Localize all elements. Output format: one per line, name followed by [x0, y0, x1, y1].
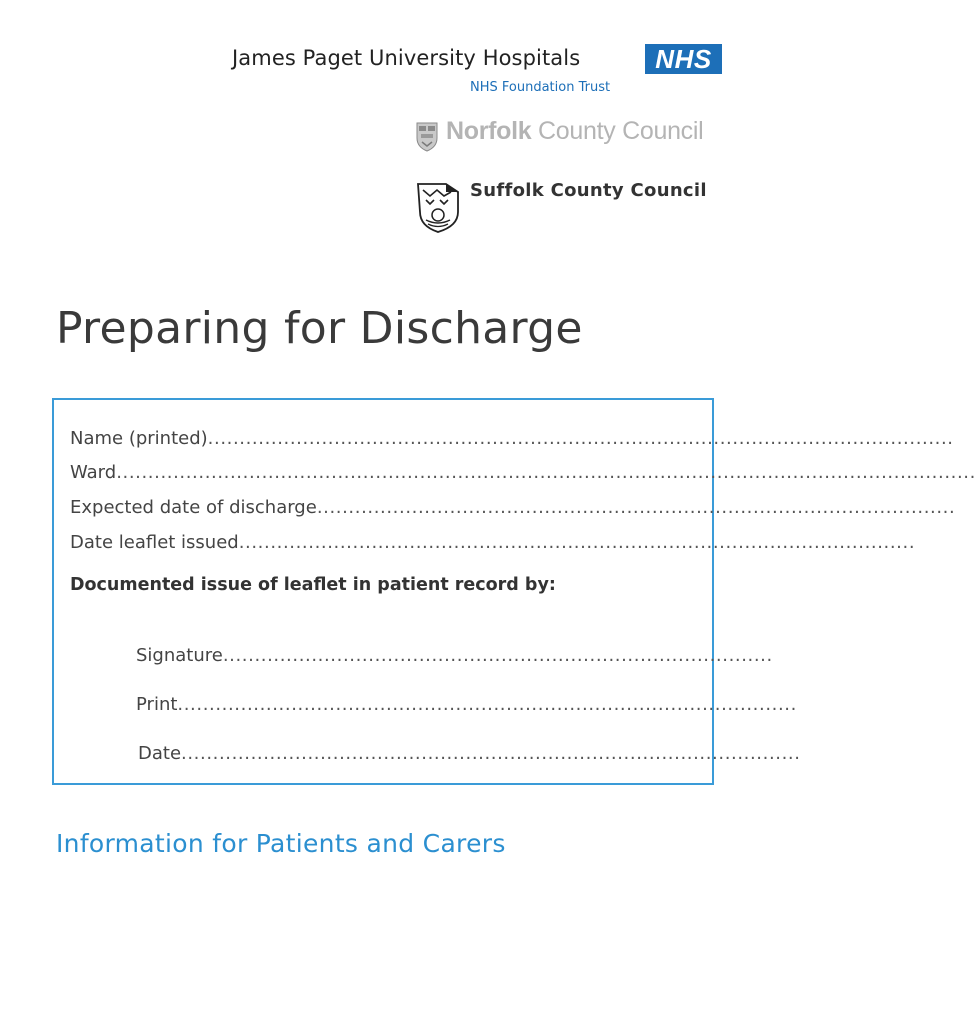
- date-row: [138, 743, 801, 764]
- date-label: Date: [138, 743, 182, 764]
- nhs-logo-text: NHS: [655, 44, 712, 74]
- norfolk-council-rest: County Council: [531, 117, 704, 145]
- ward-field-row: [70, 462, 976, 483]
- ward-field-label: Ward: [70, 462, 117, 483]
- print-row: [136, 694, 797, 715]
- print-line[interactable]: ..................................................................................................: [177, 694, 797, 715]
- form-box: [52, 398, 976, 785]
- nhs-logo: [645, 44, 722, 74]
- trust-name: James Paget University Hospitals: [232, 46, 581, 70]
- ward-field-line[interactable]: ........................................................................................................................................: [116, 462, 976, 483]
- name-field-label: Name (printed): [70, 428, 208, 449]
- signature-row: [136, 645, 773, 666]
- expected-discharge-line[interactable]: .....................................................................................................: [316, 497, 956, 518]
- norfolk-council-bold: Norfolk: [446, 117, 532, 145]
- expected-discharge-label: Expected date of discharge: [70, 497, 317, 518]
- documented-note: Documented issue of leaflet in patient record by:: [70, 575, 556, 595]
- signature-label: Signature: [136, 645, 223, 666]
- expected-discharge-row: [70, 497, 956, 518]
- footer-subtitle: Information for Patients and Carers: [56, 829, 506, 858]
- name-field-line[interactable]: ......................................................................................................................: [207, 428, 954, 449]
- suffolk-council-name: Suffolk County Council: [470, 180, 707, 201]
- print-label: Print: [136, 694, 178, 715]
- norfolk-council-name: [446, 117, 703, 146]
- name-field-row: [70, 428, 954, 449]
- date-issued-row: [70, 532, 916, 553]
- suffolk-crest-icon: [416, 182, 460, 234]
- date-issued-label: Date leaflet issued: [70, 532, 239, 553]
- date-issued-line[interactable]: ...........................................................................................................: [238, 532, 916, 553]
- norfolk-crest-icon: [416, 122, 438, 152]
- document-title: Preparing for Discharge: [56, 303, 583, 354]
- trust-subtitle: NHS Foundation Trust: [470, 80, 611, 95]
- date-line[interactable]: ..................................................................................................: [181, 743, 801, 764]
- signature-line[interactable]: .......................................................................................: [222, 645, 773, 666]
